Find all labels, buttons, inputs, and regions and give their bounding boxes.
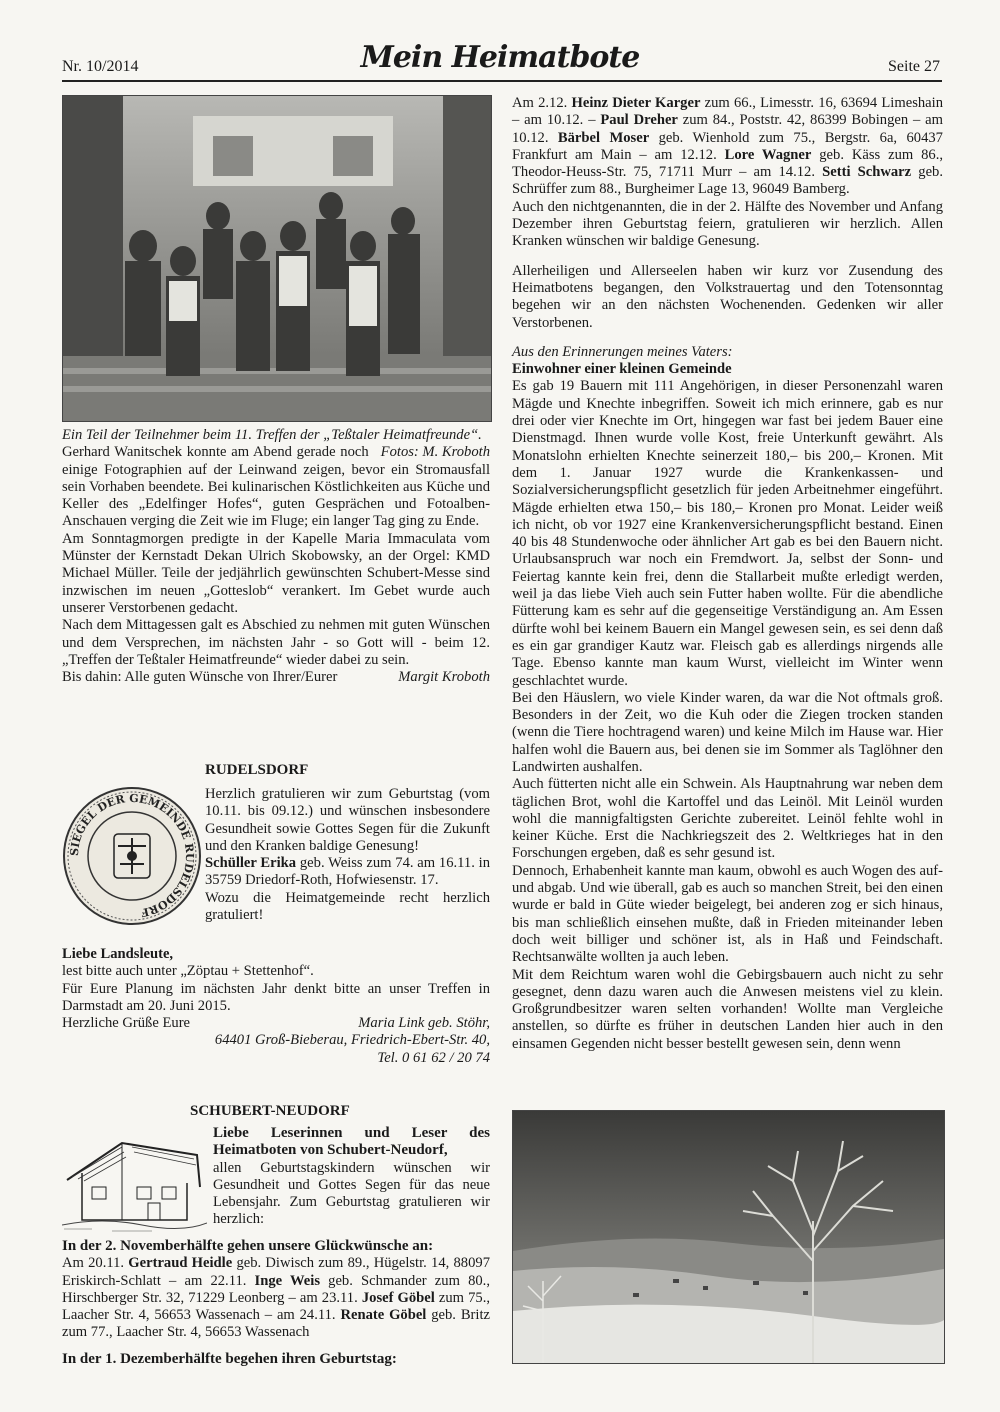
group-photo <box>62 95 492 422</box>
schubert-heading: SCHUBERT-NEUDORF <box>190 1103 350 1119</box>
december-list <box>512 95 943 199</box>
dec-text-f: geb. Schrüffer zum 88., Burgheimer Lage 13, 96049 Bamberg. <box>512 164 943 198</box>
dec-name-2: Paul Dreher <box>600 112 678 129</box>
memoir-paragraph-2: Bei den Häuslern, wo viele Kinder waren, da war die Not oftmals groß. Besonders in der Zeit, wo die Kuh oder die Ziegen trocken standen (wenn die Tiere hochtragend waren) und keine Milch im Hause war. Hier halfen wohl die Bauern aus, bei denen sie im Sommer als Taglöhner den Landwirten aushalfen. <box>512 689 943 775</box>
farmhouse-icon <box>62 1125 207 1235</box>
birthday-details: geb. Weiss zum 74. am 16.11. in 35759 Driedorf-Roth, Hofwiesenstr. 17. <box>205 855 490 889</box>
nov-text-a: Am 20.11. <box>62 1255 129 1272</box>
rudelsdorf-text <box>205 786 490 924</box>
caption-credit: Fotos: M. Kroboth <box>380 444 490 461</box>
landsleute-line3 <box>62 1015 490 1032</box>
signature-address: 64401 Groß-Bieberau, Friedrich-Ebert-Str. 40, <box>214 1032 490 1049</box>
winter-landscape-photo <box>512 1110 945 1364</box>
schubert-greeting-heading: Liebe Leserinnen und Leser des Heimatboten von Schubert-Neudorf, <box>213 1125 490 1159</box>
nov-text-c: geb. Schmander zum 80., Hirschberger Str. 32, 71229 Leonberg – am 23.11. <box>62 1272 490 1306</box>
paragraph-farewell: Nach dem Mittagessen galt es Abschied zu nehmen mit guten Wünschen und dem Versprechen, im nächsten Jahr - so Gott will - beim 12. „Treffen der Teßtaler Heimatfreunde“ wieder dabei zu sein. <box>62 617 490 668</box>
rudelsdorf-greeting: Herzlich gratulieren wir zum Geburtstag (vom 10.11. bis 09.12.) und wünschen insbesondere Gesundheit sowie Gottes Segen für die Zukunft und den Kranken baldige Genesung! <box>205 786 490 854</box>
memoir-kicker: Aus den Erinnerungen meines Vaters: <box>512 343 733 360</box>
landsleute-line1: lest bitte auch unter „Zöptau + Stettenhof“. <box>62 963 314 980</box>
rudelsdorf-congrats: Wozu die Heimatgemeinde recht herzlich gratuliert! <box>205 889 490 924</box>
winter-photo-drawing <box>513 1111 944 1363</box>
rudelsdorf-seal <box>62 786 202 926</box>
memoir-paragraph-4: Dennoch, Erhabenheit kannte man kaum, obwohl es auch Wogen des auf- und abgab. Und wie überall, gab es auch so manchen Streit, bei den einen wurde er bald in Güte wieder beigelegt, bei anderen zog er sich hinaus, bis man schließlich einsehen mußte, daß in Frieden miteinander leben doch weit billiger und schöner ist, als in Haß und Feindschaft. Rechtsanwälte wollten ja auch leben. <box>512 862 943 966</box>
november-heading: In der 2. Novemberhälfte gehen unsere Glückwünsche an: <box>62 1238 434 1254</box>
dec-name-5: Setti Schwarz <box>822 164 912 181</box>
landsleute-heading: Liebe Landsleute, <box>62 946 174 962</box>
december-heading: In der 1. Dezemberhälfte begehen ihren Geburtstag: <box>62 1350 397 1367</box>
page-number: Seite 27 <box>888 58 940 75</box>
paragraph-unnamed-birthdays: Auch den nichtgenannten, die in der 2. Hälfte des November und Anfang Dezember ihren Geburtstag feiern, gratulieren wir herzlich. Allen Kranken wünschen wir baldige Genesung. <box>512 198 943 250</box>
paragraph-sunday: Am Sonntagmorgen predigte in der Kapelle Maria Immaculata vom Münster der Kernstadt Dekan Ulrich Skobowsky, an der Orgel: KMD Michael Müller. Teile der jedjährlich gewünschten Schubert-Messe sind inzwischen im neuen „Gotteslob“ verankert. Im Gebet wurde auch unserer Verstorbenen gedacht. <box>62 530 490 616</box>
memoir-title: Einwohner einer kleinen Gemeinde <box>512 361 732 378</box>
dec-text-a: Am 2.12. <box>512 95 572 111</box>
dec-text-b: zum 66., Limesstr. 16, 63694 Limeshain – am 10.12. – <box>512 95 944 129</box>
masthead-title: Mein Heimatbote <box>360 40 640 75</box>
paragraph-evening: Gerhard Wanitschek konnte am Abend gerade noch einige Fotographien auf der Leinwand zeigen, bevor ein Stromausfall sein Vorhaben beendete. Bei kulinarischen Köstlichkeiten aus Küche und Keller des „Edelfinger Hofes“, guten Gesprächen und Fotoalben-Anschauen verging die Zeit wie im Fluge; ein langer Tag ging zu Ende. <box>62 444 490 530</box>
memoir-paragraph-1: Es gab 19 Bauern mit 111 Angehörigen, in dieser Personenzahl waren Mägde und Knechte inbegriffen. Soweit ich mich erinnere, gab es nur drei oder vier Knechte im Ort, hingegen war fast bei jedem Bauer eine Dienstmagd. Ihnen wurde volle Kost, freie Unterkunft gewährt. Als Monatslohn erhielten Knechte seinerzeit 180,– bis 200,– Kronen. Mit dem 1. Januar 1927 wurde die Krankenkassen- und Sozialversicherungspflicht gesetzlich für jeden Arbeitnehmer eingeführt. Mägde erhielten etwa 150,– bis 180,– Kronen pro Monat. Leider weiß ich nicht, ob vor 1927 eine Krankenversicherungspflicht bestand. Einen 40 bis 48 Stundenwoche oder ähnlicher Art gab es bei den Bauern nicht. Urlaubsanspruch war noch ein Fremdwort. Ja, selbst der Sonn- und Feiertag kannte kein frei, denn die Stallarbeit mußte erledigt werden, weil ja das liebe Vieh auch sein Futter haben wollte. Für die abendliche Fütterung kam es sehr auf die gegenseitige Verständigung an. Am Essen dürfte wohl bei keinem Bauern ein Mangel gewesen sein, es sei denn daß es ein gar grandiger Kautz war. Fleisch gab es allerdings nirgends alle Tage. Ebenso kannte man kaum Wurst, vielleicht im Winter wenn geschlachtet wurde. <box>512 378 943 689</box>
right-column <box>512 95 943 1053</box>
november-list <box>62 1255 490 1341</box>
memoir-paragraph-3: Auch fütterten nicht alle ein Schwein. Als Hauptnahrung war neben dem täglichen Brot, wohl die Kartoffel und das Leinöl. Mit Leinöl wurden wohl die mannigfaltigsten Gerichte zubereitet. Leinöl fehlte wohl in keiner Küche. Erst die Nachkriegszeit des 2. Weltkrieges hat in den Forschungen ergeben, daß es sehr gesund ist. <box>512 776 943 862</box>
dec-name-1: Heinz Dieter Karger <box>571 95 701 111</box>
paragraph-allerheiligen: Allerheiligen und Allerseelen haben wir kurz vor Zusendung des Heimatbotens begangen, den Volkstrauertag und den Totensonntag begehen wir an den nächsten Wochenenden. Gedenken wir aller Verstorbenen. <box>512 262 943 331</box>
greeting-text: Herzliche Grüße Eure <box>62 1015 191 1032</box>
dec-name-4: Lore Wagner <box>724 146 812 163</box>
photo-caption <box>62 427 490 461</box>
rudelsdorf-heading: RUDELSDORF <box>205 762 309 778</box>
schubert-greeting-text: allen Geburtstagskindern wünschen wir Gesundheit und Gottes Segen für das neue Lebensjahr. Zum Geburtstag gratulieren wir herzlich: <box>213 1159 490 1228</box>
signature-phone: Tel. 0 61 62 / 20 74 <box>377 1049 490 1066</box>
dec-name-3: Bärbel Moser <box>557 129 650 146</box>
dec-text-c: zum 84., Poststr. 42, 86399 Bobingen – am 10.12. <box>512 112 943 146</box>
nov-name-3: Josef Göbel <box>361 1289 435 1306</box>
nov-name-1: Gertraud Heidle <box>128 1255 233 1272</box>
farmhouse-drawing <box>62 1125 207 1235</box>
schubert-greeting-block <box>213 1125 490 1229</box>
birthday-name: Schüller Erika <box>205 855 297 872</box>
seal-icon <box>62 786 202 926</box>
closing-signature: Margit Kroboth <box>398 669 490 686</box>
dec-text-d: geb. Wienhold zum 75., Bergstr. 6a, 60437 Frankfurt am Main – am 12.12. <box>512 129 943 163</box>
november-birthdays <box>62 1238 490 1368</box>
nov-text-e: geb. Britz zum 77., Laacher Str. 4, 56653 Wassenach <box>62 1307 490 1341</box>
left-column-top <box>62 427 490 686</box>
memoir-paragraph-5: Mit dem Reichtum waren wohl die Gebirgsbauern auch nicht zu sehr gesegnet, denn dazu waren auch die Anwesen meistens viel zu klein. Großgrundbesitzer waren selten vorhanden! Wollte man Vergleiche anstellen, so dürfte es früher in deutschen Landen hier auch in den einsamen Gegenden nicht besser bestellt gewesen sein, denn wenn <box>512 966 943 1052</box>
closing-text: Bis dahin: Alle guten Wünsche von Ihrer/Eurer <box>62 669 338 686</box>
landsleute-line2: Für Eure Planung im nächsten Jahr denkt bitte an unser Treffen in Darmstadt am 20. Juni 2015. <box>62 980 490 1014</box>
caption-text: Ein Teil der Teilnehmer beim 11. Treffen der „Teßtaler Heimatfreunde“. <box>62 427 482 443</box>
nov-text-b: geb. Diwisch zum 89., Hügelstr. 14, 88097 Eriskirch-Schlatt – am 22.11. <box>62 1255 490 1289</box>
nov-name-4: Renate Göbel <box>340 1307 427 1324</box>
dec-text-e: geb. Käss zum 86., Theodor-Heuss-Str. 75, 71711 Murr – am 14.12. <box>512 146 943 181</box>
rudelsdorf-birthday <box>205 855 490 890</box>
signature-name: Maria Link geb. Stöhr, <box>358 1015 490 1032</box>
nov-text-d: zum 75., Laacher Str. 4, 56653 Wassenach – am 24.11. <box>62 1289 490 1324</box>
group-photo-drawing <box>63 96 491 421</box>
header-rule <box>62 80 942 82</box>
paragraph-closing <box>62 669 490 686</box>
nov-name-2: Inge Weis <box>254 1272 320 1289</box>
landsleute-block <box>62 946 490 1067</box>
seal-lettering: SIEGEL DER GEMEINDE RUDELSDORF <box>67 791 197 920</box>
issue-number: Nr. 10/2014 <box>62 58 139 75</box>
